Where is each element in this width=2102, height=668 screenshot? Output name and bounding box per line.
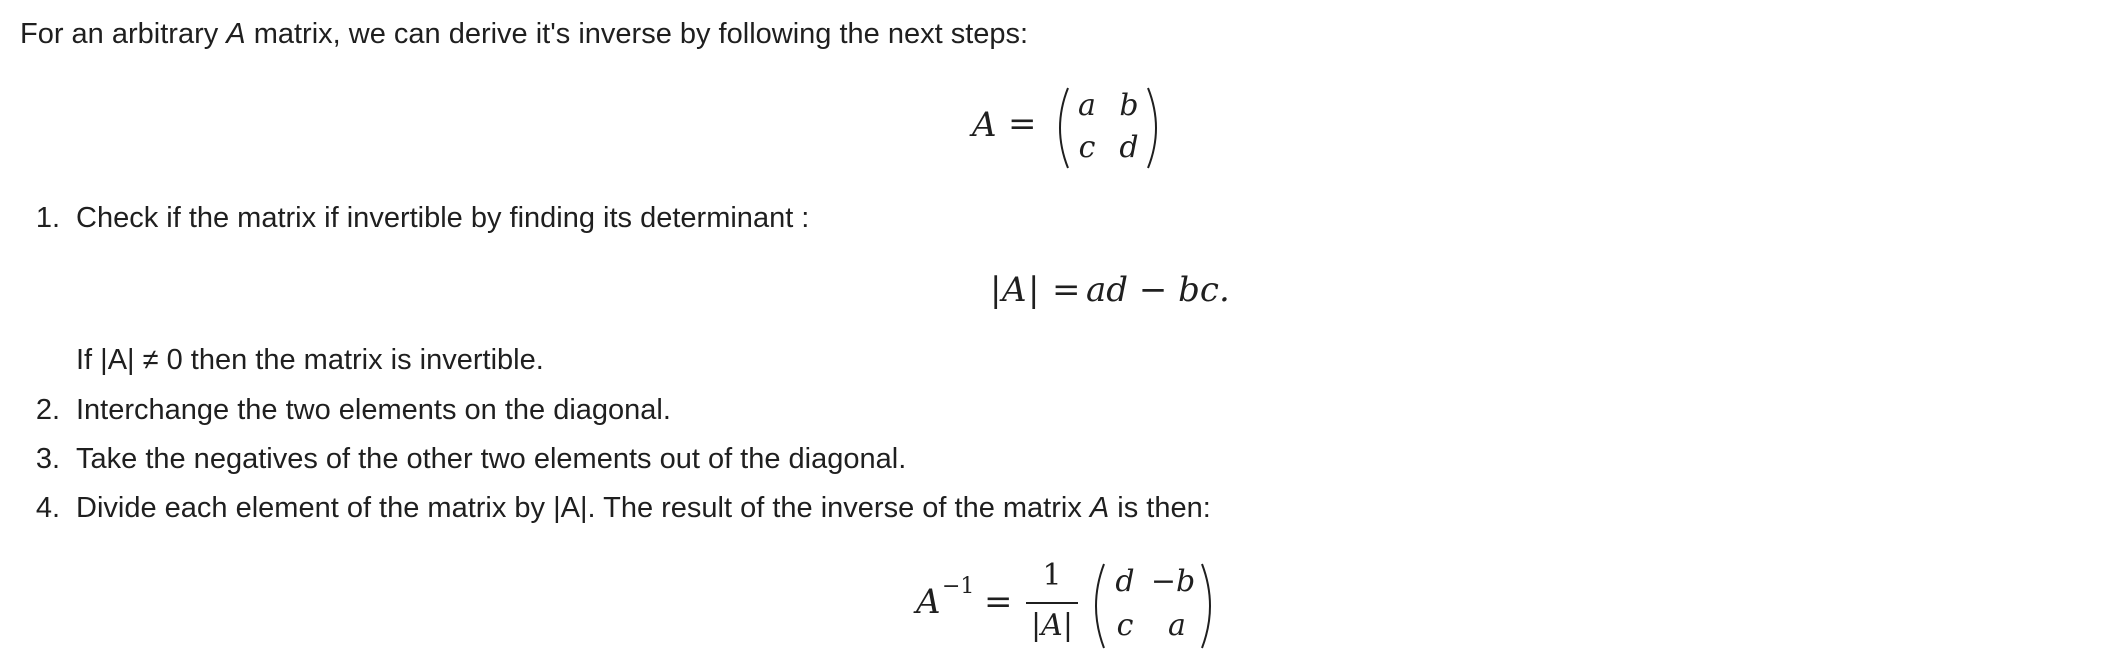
invertibility-note: If |A| ≠ 0 then the matrix is invertible. <box>76 344 544 376</box>
step-3 <box>20 443 1020 479</box>
eq1-cell-a: a <box>1078 88 1096 123</box>
left-paren-icon <box>1086 562 1108 650</box>
left-paren-icon <box>1050 86 1072 170</box>
eq1-equals: = <box>1008 104 1037 144</box>
eq2-equals: = <box>1052 270 1081 310</box>
eq2-bar-close: | <box>1028 270 1040 310</box>
intro-var: A <box>226 18 246 50</box>
step-3-number: 3. <box>35 443 60 475</box>
step-2-text: Interchange the two elements on the diagonal. <box>76 394 671 426</box>
eq2-rhs: ad − bc. <box>1086 270 1230 310</box>
eq2-var: A <box>1002 270 1027 310</box>
step-4-var: A <box>1089 492 1110 524</box>
eq3-cell-a: a <box>1168 608 1186 643</box>
intro-prefix: For an arbitrary <box>20 18 227 50</box>
intro-text <box>20 18 1028 51</box>
eq3-exponent: −1 <box>942 574 975 599</box>
matrix-definition-equation <box>972 82 1172 172</box>
eq1-cell-c: c <box>1078 130 1096 165</box>
step-4-prefix: Divide each element of the matrix by |A|. The result of the inverse of the matrix <box>76 492 1090 524</box>
right-paren-icon <box>1144 86 1166 170</box>
right-paren-icon <box>1198 562 1220 650</box>
step-1-text: Check if the matrix if invertible by finding its determinant : <box>76 202 810 234</box>
step-1 <box>20 202 920 238</box>
step-1-number: 1. <box>35 202 60 234</box>
eq1-cell-b: b <box>1119 88 1139 123</box>
eq3-fraction-denominator: |A| <box>1031 608 1073 643</box>
eq3-cell-neg-b: −b <box>1150 564 1196 599</box>
eq1-lhs: A <box>972 105 997 145</box>
eq1-cell-d: d <box>1119 130 1139 165</box>
eq3-base: A <box>916 582 941 622</box>
intro-suffix: matrix, we can derive it's inverse by following the next steps: <box>245 18 1029 50</box>
step-4 <box>20 492 1320 528</box>
eq3-equals: = <box>984 582 1013 622</box>
step-2-number: 2. <box>35 394 60 426</box>
eq3-fraction-numerator: 1 <box>1042 558 1062 593</box>
step-4-number: 4. <box>35 492 60 524</box>
determinant-equation <box>990 270 1250 314</box>
step-4-suffix: is then: <box>1109 492 1211 524</box>
step-4-text <box>76 492 1211 525</box>
eq3-cell-d: d <box>1115 564 1135 599</box>
inverse-matrix-equation <box>916 556 1236 660</box>
eq2-bar-open: | <box>990 270 1002 310</box>
step-3-text: Take the negatives of the other two elements out of the diagonal. <box>76 443 907 475</box>
step-2 <box>20 394 920 430</box>
fraction-bar <box>1026 602 1078 604</box>
eq3-cell-c: c <box>1116 608 1134 643</box>
